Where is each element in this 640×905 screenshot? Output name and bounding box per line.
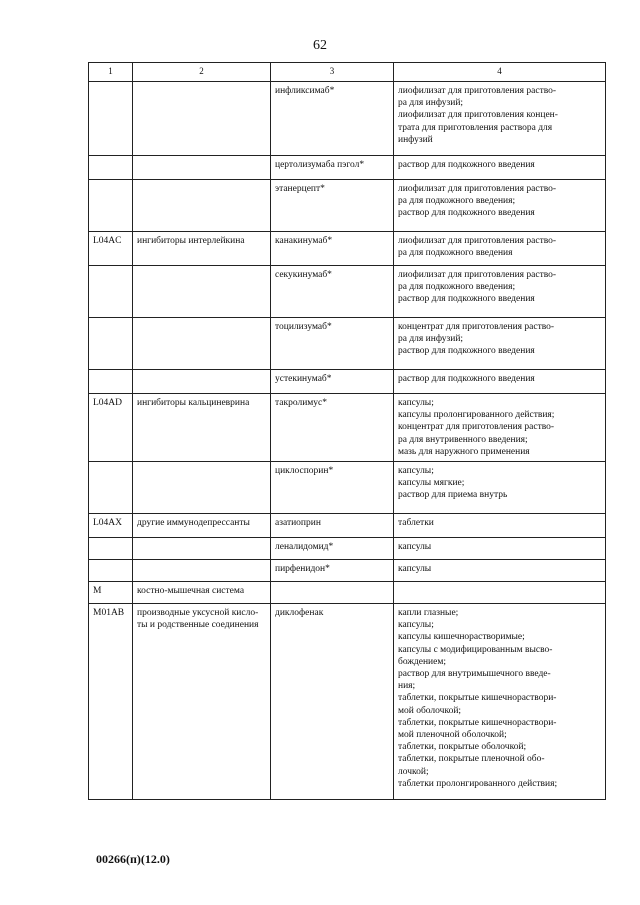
group-name-cell [133, 156, 271, 180]
drug-name-cell: цертолизумаба пэгол* [271, 156, 394, 180]
footer-code: 00266(п)(12.0) [96, 852, 170, 866]
dosage-form-line: капсулы [398, 542, 432, 553]
dosage-form-line: раствор для подкожного введения [398, 208, 535, 219]
table-row [89, 560, 606, 582]
drug-name-cell: устекинумаб* [271, 370, 394, 394]
table-header-row [89, 63, 606, 82]
dosage-form-line: таблетки [398, 518, 434, 529]
dosage-form-line: мой пленочной оболочкой; [398, 730, 507, 741]
table-row [89, 462, 606, 514]
dosage-form-line: ра для подкожного введения [398, 248, 513, 259]
table-body [89, 82, 606, 800]
dosage-form-line: раствор для подкожного введения [398, 294, 535, 305]
atc-code-cell [89, 370, 133, 394]
dosage-form-line: лочкой; [398, 766, 429, 777]
atc-code-cell [89, 266, 133, 318]
dosage-forms-cell [394, 370, 606, 394]
dosage-form-line: капсулы; [398, 466, 434, 477]
drug-name-cell: канакинумаб* [271, 232, 394, 266]
dosage-form-line: капсулы пролонгированного действия; [398, 410, 555, 421]
atc-code-cell [89, 318, 133, 370]
dosage-form-line: лиофилизат для приготовления раство- [398, 184, 557, 194]
table-header-cell: 3 [271, 63, 394, 82]
dosage-form-line: таблетки пролонгированного действия; [398, 778, 558, 789]
dosage-form-line: трата для приготовления раствора для [398, 122, 553, 133]
dosage-forms-cell [394, 462, 606, 514]
dosage-form-line: инфузий [398, 134, 433, 145]
drug-name-cell: инфликсимаб* [271, 82, 394, 156]
drug-name-cell: азатиоприн [271, 514, 394, 538]
table-row [89, 394, 606, 462]
dosage-form-line: капсулы; [398, 620, 434, 631]
dosage-form-line: капли глазные; [398, 608, 459, 619]
dosage-forms-cell [394, 156, 606, 180]
group-name-cell [133, 560, 271, 582]
dosage-form-line: раствор для подкожного введения [398, 346, 535, 357]
atc-code-cell [89, 538, 133, 560]
dosage-forms-cell [394, 560, 606, 582]
table-row [89, 514, 606, 538]
dosage-form-line: раствор для внутримышечного введе- [398, 669, 551, 680]
atc-code-cell [89, 462, 133, 514]
table-row [89, 604, 606, 800]
dosage-forms-cell [394, 538, 606, 560]
atc-code-cell [89, 82, 133, 156]
drug-table [88, 62, 606, 800]
dosage-forms-cell [394, 232, 606, 266]
dosage-form-line: лиофилизат для приготовления раство- [398, 270, 557, 280]
dosage-form-line: таблетки, покрытые кишечнораствори- [398, 693, 557, 704]
dosage-form-line: ния; [398, 681, 416, 692]
drug-name-cell: этанерцепт* [271, 180, 394, 232]
dosage-form-line: ра для подкожного введения; [398, 282, 516, 293]
dosage-form-line: таблетки, покрытые оболочкой; [398, 742, 527, 753]
dosage-form-line: раствор для подкожного введения [398, 374, 535, 384]
dosage-form-line: таблетки, покрытые пленочной обо- [398, 754, 545, 765]
dosage-forms-cell [394, 82, 606, 156]
group-name-cell [133, 538, 271, 560]
dosage-form-line: капсулы мягкие; [398, 478, 465, 489]
atc-code-cell: L04AD [89, 394, 133, 462]
dosage-form-line: лиофилизат для приготовления раство- [398, 236, 557, 246]
group-name-cell [133, 318, 271, 370]
dosage-form-line: капсулы; [398, 398, 434, 408]
dosage-form-line: ра для внутривенного введения; [398, 434, 528, 445]
group-name-cell [133, 82, 271, 156]
drug-name-cell: тоцилизумаб* [271, 318, 394, 370]
atc-code-cell [89, 180, 133, 232]
group-name-cell [133, 266, 271, 318]
table-header-cell: 4 [394, 63, 606, 82]
dosage-form-line: ра для инфузий; [398, 334, 464, 345]
dosage-forms-cell [394, 582, 606, 604]
table-row [89, 82, 606, 156]
dosage-form-line: концентрат для приготовления раство- [398, 322, 555, 332]
group-name-cell: производные уксусной кисло- ты и родственные соединения [133, 604, 271, 800]
table-row [89, 180, 606, 232]
atc-code-cell: L04AX [89, 514, 133, 538]
dosage-forms-cell [394, 394, 606, 462]
dosage-form-line: капсулы [398, 564, 432, 575]
dosage-form-line: концентрат для приготовления раство- [398, 422, 555, 433]
table-row [89, 538, 606, 560]
dosage-form-line: ра для подкожного введения; [398, 196, 516, 207]
dosage-forms-cell [394, 266, 606, 318]
table-row [89, 232, 606, 266]
page-number: 62 [313, 38, 327, 53]
atc-code-cell: L04AC [89, 232, 133, 266]
drug-name-cell [271, 582, 394, 604]
drug-name-cell: пирфенидон* [271, 560, 394, 582]
dosage-form-line: мой оболочкой; [398, 705, 462, 716]
table-row [89, 156, 606, 180]
dosage-form-line: лиофилизат для приготовления раство- [398, 86, 557, 96]
dosage-form-line: бождением; [398, 656, 446, 667]
dosage-forms-cell [394, 180, 606, 232]
table-header-cell: 2 [133, 63, 271, 82]
table-row [89, 266, 606, 318]
dosage-forms-cell [394, 318, 606, 370]
table-row [89, 370, 606, 394]
dosage-form-line: раствор для подкожного введения [398, 160, 535, 170]
group-name-cell: ингибиторы кальциневрина [133, 394, 271, 462]
group-name-cell [133, 462, 271, 514]
group-name-cell [133, 180, 271, 232]
dosage-form-line: таблетки, покрытые кишечнораствори- [398, 717, 557, 728]
atc-code-cell [89, 156, 133, 180]
group-name-cell [133, 370, 271, 394]
atc-code-cell: M01AB [89, 604, 133, 800]
drug-name-cell: леналидомид* [271, 538, 394, 560]
drug-name-cell: циклоспорин* [271, 462, 394, 514]
drug-name-cell: секукинумаб* [271, 266, 394, 318]
group-name-cell: ингибиторы интерлейкина [133, 232, 271, 266]
dosage-form-line: лиофилизат для приготовления концен- [398, 110, 558, 121]
dosage-form-line: капсулы с модифицированным высво- [398, 644, 553, 655]
dosage-form-line: капсулы кишечнорастворимые; [398, 632, 525, 643]
drug-name-cell: такролимус* [271, 394, 394, 462]
group-name-cell: другие иммунодепрессанты [133, 514, 271, 538]
table-row [89, 318, 606, 370]
dosage-form-line: раствор для приема внутрь [398, 490, 508, 501]
drug-name-cell: диклофенак [271, 604, 394, 800]
table-row [89, 582, 606, 604]
dosage-form-line: мазь для наружного применения [398, 446, 530, 457]
group-name-cell: костно-мышечная система [133, 582, 271, 604]
atc-code-cell [89, 560, 133, 582]
dosage-form-line: ра для инфузий; [398, 98, 464, 109]
atc-code-cell: M [89, 582, 133, 604]
table-header-cell: 1 [89, 63, 133, 82]
dosage-forms-cell [394, 604, 606, 800]
dosage-forms-cell [394, 514, 606, 538]
